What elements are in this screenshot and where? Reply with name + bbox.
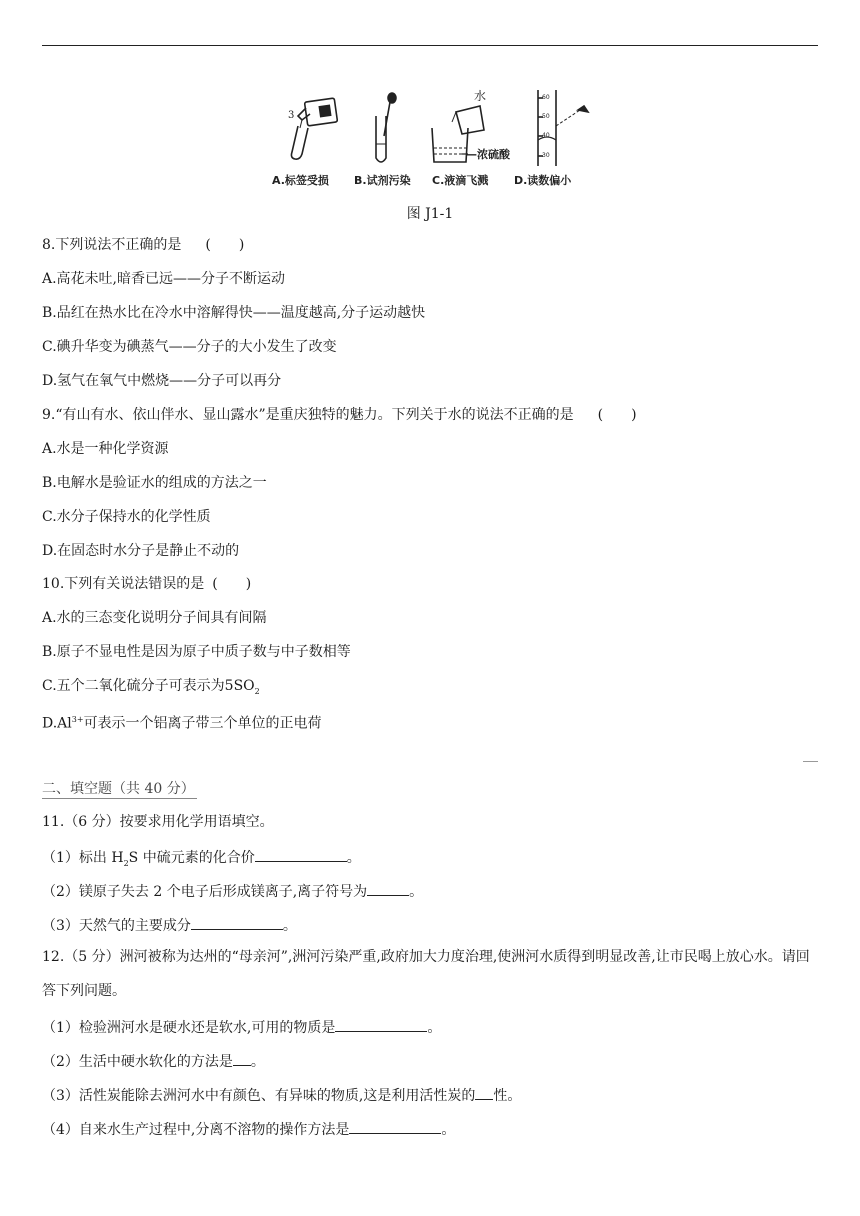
bottle-pouring-icon <box>298 98 338 128</box>
acid-label: —浓硫酸 <box>466 148 510 161</box>
subscript: 2 <box>254 686 260 696</box>
q11-part-2: （2）镁原子失去 2 个电子后形成镁离子,离子符号为 。 <box>42 881 423 901</box>
q8-option-c: C.碘升华变为碘蒸气——分子的大小发生了改变 <box>42 339 337 355</box>
q10-stem: 10.下列有关说法错误的是 ( ) <box>42 576 252 592</box>
q10-option-a: A.水的三态变化说明分子间具有间隔 <box>42 610 267 626</box>
q11-stem: 11.（6 分）按要求用化学用语填空。 <box>42 814 274 830</box>
answer-paren: ( ) <box>597 407 637 423</box>
header-rule <box>42 45 818 46</box>
q9-option-d: D.在固态时水分子是静止不动的 <box>42 543 240 559</box>
figure-caption: 图 J1-1 <box>406 206 454 222</box>
tick-label: 40 <box>542 132 550 139</box>
panel-label-a: A.标签受损 <box>272 174 329 187</box>
q9-stem: 9.“有山有水、依山伴水、显山露水”是重庆独特的魅力。下列关于水的说法不正确的是 ( ) <box>42 407 637 423</box>
answer-blank[interactable] <box>335 1017 427 1032</box>
q9-option-c: C.水分子保持水的化学性质 <box>42 509 211 525</box>
eye-icon <box>556 106 588 126</box>
q10-option-c: C.五个二氧化硫分子可表示为$5SO_2$ <box>42 678 260 696</box>
answer-paren: ( ) <box>212 576 252 592</box>
q8-option-a: A.高花未吐,暗香已远——分子不断运动 <box>42 271 286 287</box>
q12-stem: 12.（5 分）洲河被称为达州的“母亲河”,洲河污染严重,政府加大力度治理,使洲河水质得到明显改善,让市民喝上放心水。请回答下列问题。 <box>42 949 810 999</box>
q11-part-3: （3）天然气的主要成分 。 <box>42 915 297 935</box>
tick-label: 50 <box>542 113 550 120</box>
q12-part-2: （2）生活中硬水软化的方法是 。 <box>42 1051 265 1071</box>
q10-option-d: $D.Al^{3+}$可表示一个铝离子带三个单位的正电荷 <box>42 715 322 732</box>
answer-blank[interactable] <box>233 1051 251 1066</box>
q8-stem: 8.下列说法不正确的是 ( ) <box>42 237 245 253</box>
section-title: 二、填空题（共 40 分） <box>42 778 197 799</box>
q9-option-b: B.电解水是验证水的组成的方法之一 <box>42 475 267 491</box>
panel-label-c: C.液滴飞溅 <box>432 174 489 187</box>
answer-blank[interactable] <box>191 915 283 930</box>
panel-label-b: B.试剂污染 <box>354 174 411 187</box>
answer-blank[interactable] <box>255 847 347 862</box>
q12-part-3: （3）活性炭能除去洲河水中有颜色、有异味的物质,这是利用活性炭的 性。 <box>42 1085 521 1105</box>
svg-text:3: 3 <box>288 110 295 121</box>
answer-blank[interactable] <box>475 1085 493 1100</box>
answer-blank[interactable] <box>349 1119 441 1134</box>
q12-part-1: （1）检验洲河水是硬水还是软水,可用的物质是 。 <box>42 1017 441 1037</box>
margin-dash <box>803 761 818 762</box>
q10-option-b: B.原子不显电性是因为原子中质子数与中子数相等 <box>42 644 351 660</box>
test-tube-b-icon <box>376 116 386 162</box>
q9-option-a: A.水是一种化学资源 <box>42 441 169 457</box>
water-label: 水 <box>474 89 487 103</box>
q11-part-1: （1）标出 $H_2S$ 中硫元素的化合价 。 <box>42 847 361 873</box>
answer-paren: ( ) <box>205 237 245 253</box>
figure-j1-1 <box>262 86 598 192</box>
superscript: 3+ <box>71 715 84 724</box>
q12-part-4: （4）自来水生产过程中,分离不溶物的操作方法是 。 <box>42 1119 455 1139</box>
subscript: 2 <box>123 858 129 868</box>
q8-option-d: D.氢气在氧气中燃烧——分子可以再分 <box>42 373 282 389</box>
lab-operations-illustration <box>262 86 598 192</box>
tick-label: 60 <box>542 94 550 101</box>
answer-blank[interactable] <box>367 881 409 896</box>
tick-label: 30 <box>542 152 550 159</box>
q8-option-b: B.品红在热水比在冷水中溶解得快——温度越高,分子运动越快 <box>42 305 426 321</box>
panel-label-d: D.读数偏小 <box>514 174 572 187</box>
